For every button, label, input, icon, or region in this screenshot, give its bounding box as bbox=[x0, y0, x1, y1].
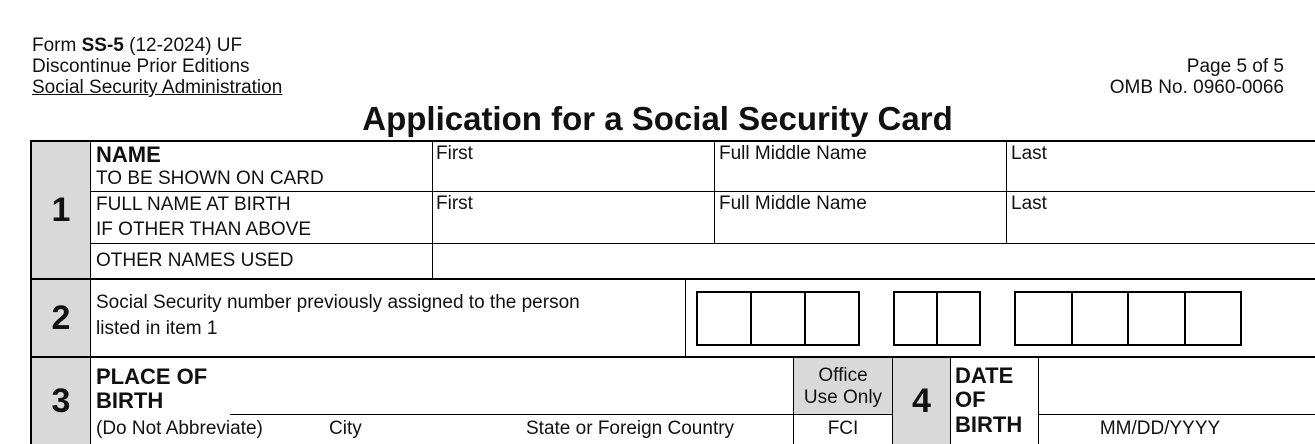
ssn-serial-boxes[interactable] bbox=[1014, 291, 1242, 346]
birth-last-name-label: Last bbox=[1011, 193, 1047, 214]
page-title: Application for a Social Security Card bbox=[362, 100, 953, 137]
birth-last-name-input[interactable] bbox=[1007, 215, 1307, 242]
office-use-label-2: Use Only bbox=[803, 387, 883, 408]
dob-label-divider bbox=[950, 357, 951, 444]
table-left-border bbox=[30, 140, 32, 444]
place-of-birth-input[interactable] bbox=[230, 380, 790, 413]
section-number-2: 2 bbox=[32, 280, 90, 356]
middle-name-label: Full Middle Name bbox=[719, 143, 867, 164]
dob-label-2: OF bbox=[955, 387, 986, 412]
section-number-4: 4 bbox=[893, 358, 950, 444]
section-divider-3 bbox=[30, 356, 1315, 358]
section-number-1: 1 bbox=[32, 142, 90, 278]
omb-number: OMB No. 0960-0066 bbox=[1109, 77, 1284, 98]
office-right-divider bbox=[892, 357, 893, 444]
table-top-border bbox=[30, 140, 1315, 142]
form-number: Form SS-5 (12-2024) UF bbox=[32, 35, 243, 56]
ssn-area-boxes[interactable] bbox=[696, 291, 860, 346]
ssn-sublabel: listed in item 1 bbox=[96, 318, 218, 339]
birthplace-underline bbox=[230, 414, 795, 415]
office-divider bbox=[793, 414, 893, 415]
discontinue-notice: Discontinue Prior Editions bbox=[32, 56, 250, 77]
first-name-input[interactable] bbox=[433, 164, 713, 190]
last-name-input[interactable] bbox=[1007, 164, 1307, 190]
city-label: City bbox=[329, 418, 362, 439]
office-use-label: Office bbox=[818, 365, 868, 386]
birth-name-sublabel: IF OTHER THAN ABOVE bbox=[96, 219, 312, 240]
section-number-3: 3 bbox=[32, 358, 90, 444]
row-divider-name bbox=[91, 191, 1315, 192]
middle-name-input[interactable] bbox=[715, 164, 1005, 190]
state-country-label: State or Foreign Country bbox=[526, 418, 735, 439]
name-sublabel: TO BE SHOWN ON CARD bbox=[96, 168, 324, 189]
last-name-label: Last bbox=[1011, 143, 1047, 164]
place-of-birth-label-2: BIRTH bbox=[96, 388, 164, 413]
dob-label-3: BIRTH bbox=[955, 412, 1023, 437]
name-label: NAME bbox=[96, 142, 161, 167]
birth-name-label: FULL NAME AT BIRTH bbox=[96, 194, 291, 215]
agency-name: Social Security Administration bbox=[32, 77, 283, 98]
other-names-input[interactable] bbox=[433, 244, 1313, 277]
page-number: Page 5 of 5 bbox=[1186, 56, 1284, 77]
fci-label: FCI bbox=[827, 418, 859, 439]
dob-input[interactable] bbox=[1040, 359, 1310, 413]
dob-format-hint: MM/DD/YYYY bbox=[1099, 418, 1221, 439]
dob-field-divider bbox=[1038, 357, 1039, 444]
other-names-label: OTHER NAMES USED bbox=[96, 250, 294, 271]
ssn-column-divider bbox=[685, 279, 686, 357]
section-divider-2 bbox=[30, 278, 1315, 280]
dob-label: DATE bbox=[955, 363, 1014, 388]
do-not-abbreviate-note: (Do Not Abbreviate) bbox=[96, 418, 263, 439]
ssn-label: Social Security number previously assigned to the person bbox=[96, 292, 580, 313]
number-column-divider bbox=[90, 141, 91, 444]
birth-first-name-label: First bbox=[436, 193, 473, 214]
birth-first-name-input[interactable] bbox=[433, 215, 713, 242]
place-of-birth-label: PLACE OF bbox=[96, 364, 208, 389]
first-name-label: First bbox=[436, 143, 473, 164]
birth-middle-name-label: Full Middle Name bbox=[719, 193, 867, 214]
ssn-group-boxes[interactable] bbox=[893, 291, 981, 346]
dob-underline bbox=[1039, 414, 1315, 415]
birth-middle-name-input[interactable] bbox=[715, 215, 1005, 242]
